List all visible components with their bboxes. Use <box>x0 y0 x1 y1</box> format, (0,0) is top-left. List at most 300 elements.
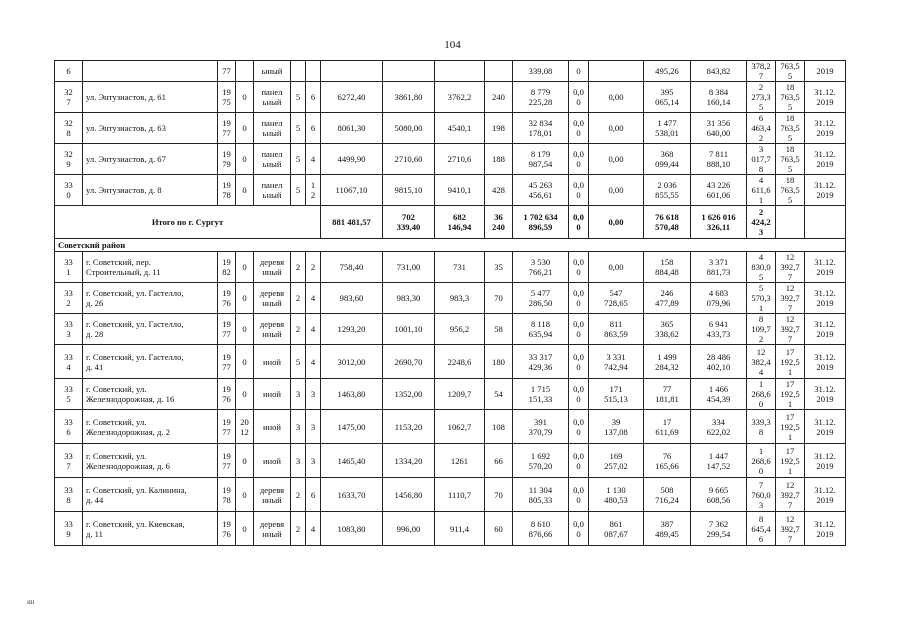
table-cell: 31.12. 2019 <box>805 345 846 379</box>
table-row <box>55 252 846 283</box>
table-row <box>55 410 846 444</box>
table-cell: 28 486 402,10 <box>691 345 747 379</box>
table-cell: 334 622,02 <box>691 410 747 444</box>
table-cell: 19 76 <box>218 379 236 410</box>
table-cell: 1 447 147,52 <box>691 444 747 478</box>
table-cell: 19 79 <box>218 144 236 175</box>
table-cell: 9410,1 <box>435 175 485 206</box>
total-cell: 881 481,57 <box>321 206 383 239</box>
table-cell: 0 <box>236 252 254 283</box>
total-cell: 702 339,40 <box>383 206 435 239</box>
table-cell: 983,3 <box>435 283 485 314</box>
table-cell: 19 77 <box>218 113 236 144</box>
table-row <box>55 512 846 546</box>
table-cell: деревя нный <box>254 512 291 546</box>
table-cell: 188 <box>485 144 513 175</box>
table-cell: 1475,00 <box>321 410 383 444</box>
table-cell: 17 611,69 <box>644 410 691 444</box>
table-cell: 1463,80 <box>321 379 383 410</box>
table-cell: 33 0 <box>55 175 83 206</box>
table-cell: 17 192,5 1 <box>776 345 805 379</box>
total-cell: 0,0 0 <box>569 206 589 239</box>
table-cell <box>383 61 435 82</box>
table-cell: 240 <box>485 82 513 113</box>
table-cell: 2 <box>291 478 306 512</box>
table-cell: 1352,00 <box>383 379 435 410</box>
table-cell: 33 4 <box>55 345 83 379</box>
table-cell: 19 78 <box>218 175 236 206</box>
table-cell: 1 715 151,33 <box>513 379 569 410</box>
table-cell: 0,0 0 <box>569 144 589 175</box>
table-cell: 17 192,5 1 <box>776 444 805 478</box>
table-cell: 0,0 0 <box>569 345 589 379</box>
table-cell: 8 779 225,28 <box>513 82 569 113</box>
table-cell: 31.12. 2019 <box>805 283 846 314</box>
total-label: Итого по г. Сургут <box>55 206 321 239</box>
table-cell: 33 2 <box>55 283 83 314</box>
table-cell: 12 392,7 7 <box>776 283 805 314</box>
table-cell: 763,5 5 <box>776 61 805 82</box>
table-cell: 3 <box>306 379 321 410</box>
table-cell: 12 392,7 7 <box>776 252 805 283</box>
table-cell: 3762,2 <box>435 82 485 113</box>
table-cell: 19 76 <box>218 512 236 546</box>
table-cell: 31.12. 2019 <box>805 82 846 113</box>
table-cell: 0 <box>236 82 254 113</box>
table-cell: 1001,10 <box>383 314 435 345</box>
table-cell: 76 165,66 <box>644 444 691 478</box>
table-row <box>55 144 846 175</box>
table-cell: 0 <box>236 444 254 478</box>
footer-mark: ını <box>27 598 35 606</box>
table-cell <box>435 61 485 82</box>
section-row <box>55 239 846 252</box>
table-cell: 0 <box>236 314 254 345</box>
table-cell: 3 <box>306 410 321 444</box>
table-cell: 1633,70 <box>321 478 383 512</box>
table-cell: 2 <box>291 512 306 546</box>
table-cell: 19 76 <box>218 283 236 314</box>
table-cell: деревя нный <box>254 252 291 283</box>
table-cell: 339,08 <box>513 61 569 82</box>
table-cell: 7 362 299,54 <box>691 512 747 546</box>
table-cell: 1153,20 <box>383 410 435 444</box>
table-cell <box>485 61 513 82</box>
table-cell: 0,00 <box>589 144 644 175</box>
table-cell: 12 392,7 7 <box>776 512 805 546</box>
table-cell: 158 884,48 <box>644 252 691 283</box>
address-cell <box>83 61 218 82</box>
table-cell: 7 811 888,10 <box>691 144 747 175</box>
address-cell: г. Советский, ул. Железнодорожная, д. 16 <box>83 379 218 410</box>
table-cell: 8 179 987,54 <box>513 144 569 175</box>
address-cell: ул. Энтузиастов, д. 67 <box>83 144 218 175</box>
table-cell: 3 <box>291 379 306 410</box>
table-cell: 6 941 433,73 <box>691 314 747 345</box>
table-cell: 3 017,7 8 <box>747 144 776 175</box>
table-cell: 1 477 538,01 <box>644 113 691 144</box>
table-cell: 0,0 0 <box>569 512 589 546</box>
table-cell: 395 065,14 <box>644 82 691 113</box>
page-number: 104 <box>444 39 461 51</box>
table-cell: 20 12 <box>236 410 254 444</box>
table-cell: 6 <box>306 82 321 113</box>
table-row <box>55 175 846 206</box>
address-cell: г. Советский, ул. Калинина, д. 44 <box>83 478 218 512</box>
table-cell: 368 099,44 <box>644 144 691 175</box>
table-cell: 2 036 855,55 <box>644 175 691 206</box>
table-row <box>55 478 846 512</box>
table-cell: 19 77 <box>218 444 236 478</box>
table-row <box>55 283 846 314</box>
table-cell: 169 257,02 <box>589 444 644 478</box>
table-cell: 17 192,5 1 <box>776 379 805 410</box>
section-title: Советский район <box>55 239 846 252</box>
table-cell: 8 610 876,66 <box>513 512 569 546</box>
table-row <box>55 113 846 144</box>
table-cell: 983,30 <box>383 283 435 314</box>
table-row <box>55 314 846 345</box>
total-cell: 1 702 634 896,59 <box>513 206 569 239</box>
table-cell: 4 <box>306 283 321 314</box>
table-cell: панел ьный <box>254 144 291 175</box>
table-cell: 32 8 <box>55 113 83 144</box>
table-cell <box>589 61 644 82</box>
table-cell: 12 392,7 7 <box>776 314 805 345</box>
table-cell: 6 <box>306 478 321 512</box>
table-cell: 1110,7 <box>435 478 485 512</box>
table-cell: 4 830,0 5 <box>747 252 776 283</box>
address-cell: г. Советский, ул. Железнодорожная, д. 6 <box>83 444 218 478</box>
table-cell: 0 <box>236 113 254 144</box>
table-cell: 5 570,3 1 <box>747 283 776 314</box>
table-cell: 60 <box>485 512 513 546</box>
table-cell: 1 2 <box>306 175 321 206</box>
table-cell: 31.12. 2019 <box>805 144 846 175</box>
table-cell: 0,00 <box>589 175 644 206</box>
table-cell: 8 645,4 6 <box>747 512 776 546</box>
table-cell: 32 9 <box>55 144 83 175</box>
table-cell: 0,0 0 <box>569 82 589 113</box>
table-cell: 0 <box>236 175 254 206</box>
address-cell: г. Советский, ул. Гастелло, д. 26 <box>83 283 218 314</box>
table-cell: 1 466 454,39 <box>691 379 747 410</box>
table-cell: 8 384 160,14 <box>691 82 747 113</box>
table-cell: 811 863,59 <box>589 314 644 345</box>
table-cell: 1083,80 <box>321 512 383 546</box>
address-cell: г. Советский, ул. Гастелло, д. 41 <box>83 345 218 379</box>
table-cell: 4 <box>306 144 321 175</box>
table-cell: деревя нный <box>254 478 291 512</box>
table-cell: 9815,10 <box>383 175 435 206</box>
table-cell: 0,0 0 <box>569 314 589 345</box>
table-cell: 2248,6 <box>435 345 485 379</box>
table-cell: 547 728,65 <box>589 283 644 314</box>
total-cell: 0,00 <box>589 206 644 239</box>
table-row <box>55 345 846 379</box>
table-cell: 8061,30 <box>321 113 383 144</box>
table-cell: 33 7 <box>55 444 83 478</box>
table-cell: 0,0 0 <box>569 478 589 512</box>
address-cell: ул. Энтузиастов, д. 63 <box>83 113 218 144</box>
table-cell: 495,26 <box>644 61 691 82</box>
table-cell: 31.12. 2019 <box>805 410 846 444</box>
table-cell: 0,00 <box>589 82 644 113</box>
table-cell: 1456,80 <box>383 478 435 512</box>
table-cell: 5 <box>291 144 306 175</box>
table-cell: 6 <box>55 61 83 82</box>
table-cell: 365 338,62 <box>644 314 691 345</box>
table-cell: 4499,90 <box>321 144 383 175</box>
address-cell: г. Советский, ул. Железнодорожная, д. 2 <box>83 410 218 444</box>
table-cell: 33 8 <box>55 478 83 512</box>
table-cell: 33 317 429,36 <box>513 345 569 379</box>
table-cell: 428 <box>485 175 513 206</box>
table-cell: 31.12. 2019 <box>805 113 846 144</box>
table-cell: 1062,7 <box>435 410 485 444</box>
table-cell: 956,2 <box>435 314 485 345</box>
table-cell: 31.12. 2019 <box>805 478 846 512</box>
table-cell: 0,00 <box>589 252 644 283</box>
table-cell: 2 <box>306 252 321 283</box>
table-cell: 2710,6 <box>435 144 485 175</box>
total-cell: 36 240 <box>485 206 513 239</box>
table-cell: 5 <box>291 175 306 206</box>
table-row <box>55 444 846 478</box>
table-cell: 0 <box>569 61 589 82</box>
table-cell: 33 3 <box>55 314 83 345</box>
table-cell: 32 834 178,01 <box>513 113 569 144</box>
table-cell: 70 <box>485 283 513 314</box>
table-cell: 339,3 8 <box>747 410 776 444</box>
table-cell: 6272,40 <box>321 82 383 113</box>
table-cell: 378,2 7 <box>747 61 776 82</box>
table-cell: 19 82 <box>218 252 236 283</box>
table-cell: иной <box>254 379 291 410</box>
total-cell: 76 618 570,48 <box>644 206 691 239</box>
table-row <box>55 379 846 410</box>
table-cell: 180 <box>485 345 513 379</box>
table-cell: 0,0 0 <box>569 252 589 283</box>
table-cell: 1293,20 <box>321 314 383 345</box>
table-cell: 31.12. 2019 <box>805 512 846 546</box>
table-cell: 4 611,6 1 <box>747 175 776 206</box>
table-cell: 996,00 <box>383 512 435 546</box>
table-cell: 77 181,81 <box>644 379 691 410</box>
table-cell <box>321 61 383 82</box>
table-cell: 1209,7 <box>435 379 485 410</box>
table-cell: 5 <box>291 345 306 379</box>
table-cell: 0 <box>236 478 254 512</box>
housing-registry-table <box>54 60 846 546</box>
total-cell <box>776 206 805 239</box>
table-cell <box>291 61 306 82</box>
table-cell: 5 <box>291 113 306 144</box>
table-cell: 5 477 286,50 <box>513 283 569 314</box>
table-cell: 1 130 480,53 <box>589 478 644 512</box>
table-cell: 731,00 <box>383 252 435 283</box>
table-cell: 33 6 <box>55 410 83 444</box>
table-cell: 12 392,7 7 <box>776 478 805 512</box>
table-cell: 35 <box>485 252 513 283</box>
address-cell: г. Советский, пер. Строительный, д. 11 <box>83 252 218 283</box>
table-cell: 45 263 456,61 <box>513 175 569 206</box>
address-cell: ул. Энтузиастов, д. 8 <box>83 175 218 206</box>
table-row <box>55 82 846 113</box>
table-cell: 9 665 608,56 <box>691 478 747 512</box>
table-cell: 19 77 <box>218 410 236 444</box>
table-cell: 4 <box>306 512 321 546</box>
table-cell: 5080,00 <box>383 113 435 144</box>
table-cell: 18 763,5 5 <box>776 82 805 113</box>
table-cell: 0 <box>236 379 254 410</box>
total-cell: 682 146,94 <box>435 206 485 239</box>
table-cell: 4 <box>306 314 321 345</box>
table-cell: 19 77 <box>218 345 236 379</box>
table-cell <box>236 61 254 82</box>
table-cell: 1 268,6 0 <box>747 444 776 478</box>
table-cell: 508 716,24 <box>644 478 691 512</box>
table-cell: 0 <box>236 144 254 175</box>
table-cell: 31.12. 2019 <box>805 175 846 206</box>
total-cell: 2 424,2 3 <box>747 206 776 239</box>
table-cell: 2 <box>291 283 306 314</box>
table-cell: 843,82 <box>691 61 747 82</box>
table-cell: 0,0 0 <box>569 283 589 314</box>
table-cell: 3012,00 <box>321 345 383 379</box>
table-row <box>55 61 846 82</box>
table-cell: 12 382,4 4 <box>747 345 776 379</box>
table-cell <box>306 61 321 82</box>
table-cell: 1334,20 <box>383 444 435 478</box>
table-body <box>55 61 846 546</box>
table-cell: 43 226 601,06 <box>691 175 747 206</box>
table-cell: 77 <box>218 61 236 82</box>
table-cell: 32 7 <box>55 82 83 113</box>
table-cell: 0,0 0 <box>569 113 589 144</box>
table-cell: 391 370,79 <box>513 410 569 444</box>
table-cell: 1465,40 <box>321 444 383 478</box>
table-cell: 1 499 284,32 <box>644 345 691 379</box>
table-cell: 0 <box>236 512 254 546</box>
table-cell: деревя нный <box>254 283 291 314</box>
table-cell: 3 331 742,94 <box>589 345 644 379</box>
table-cell: 0 <box>236 283 254 314</box>
table-cell: 66 <box>485 444 513 478</box>
table-cell: 6 <box>306 113 321 144</box>
table-cell: 3 <box>291 410 306 444</box>
table-cell: 1 692 570,20 <box>513 444 569 478</box>
table-cell: 4540,1 <box>435 113 485 144</box>
table-cell: панел ьный <box>254 82 291 113</box>
table-cell: 387 489,45 <box>644 512 691 546</box>
table-cell: 19 78 <box>218 478 236 512</box>
table-cell: 3 530 766,21 <box>513 252 569 283</box>
table-cell: 18 763,5 5 <box>776 113 805 144</box>
table-cell: 31.12. 2019 <box>805 444 846 478</box>
table-cell: 198 <box>485 113 513 144</box>
table-cell: 8 109,7 2 <box>747 314 776 345</box>
table-cell: 54 <box>485 379 513 410</box>
table-cell: иной <box>254 345 291 379</box>
table-cell: 3861,80 <box>383 82 435 113</box>
table-cell: 0,0 0 <box>569 175 589 206</box>
table-cell: 31.12. 2019 <box>805 252 846 283</box>
table-cell: 246 477,89 <box>644 283 691 314</box>
table-cell: иной <box>254 410 291 444</box>
table-cell: 39 137,08 <box>589 410 644 444</box>
address-cell: ул. Энтузиастов, д. 61 <box>83 82 218 113</box>
table-cell: 731 <box>435 252 485 283</box>
table-cell: 58 <box>485 314 513 345</box>
table-cell: 19 75 <box>218 82 236 113</box>
table-cell: 2019 <box>805 61 846 82</box>
table-cell: 2710,60 <box>383 144 435 175</box>
table-cell: панел ьный <box>254 113 291 144</box>
table-cell: 2 <box>291 252 306 283</box>
total-row <box>55 206 846 239</box>
table-cell: 0,0 0 <box>569 410 589 444</box>
table-cell: 911,4 <box>435 512 485 546</box>
table-cell: 11067,10 <box>321 175 383 206</box>
table-cell: 19 77 <box>218 314 236 345</box>
table-cell: 0,0 0 <box>569 379 589 410</box>
table-cell: 11 304 805,33 <box>513 478 569 512</box>
table-cell: 4 683 079,96 <box>691 283 747 314</box>
table-cell: 0,0 0 <box>569 444 589 478</box>
table-cell: 6 463,4 2 <box>747 113 776 144</box>
table-cell: 17 192,5 1 <box>776 410 805 444</box>
table-cell: 7 760,0 3 <box>747 478 776 512</box>
table-cell: иной <box>254 444 291 478</box>
table-cell: 33 5 <box>55 379 83 410</box>
table-cell: деревя нный <box>254 314 291 345</box>
table-cell: ыный <box>254 61 291 82</box>
table-cell: 31.12. 2019 <box>805 314 846 345</box>
table-cell: 33 9 <box>55 512 83 546</box>
table-cell: 33 1 <box>55 252 83 283</box>
total-cell: 1 626 016 326,11 <box>691 206 747 239</box>
total-cell <box>805 206 846 239</box>
address-cell: г. Советский, ул. Гастелло, д. 28 <box>83 314 218 345</box>
table-cell: 18 763,5 5 <box>776 175 805 206</box>
table-cell: 861 087,67 <box>589 512 644 546</box>
table-cell: 31.12. 2019 <box>805 379 846 410</box>
table-cell: 108 <box>485 410 513 444</box>
table-cell: 758,40 <box>321 252 383 283</box>
table-cell: 8 118 635,94 <box>513 314 569 345</box>
table-cell: 5 <box>291 82 306 113</box>
table-cell: 1 268,6 0 <box>747 379 776 410</box>
table-cell: 18 763,5 5 <box>776 144 805 175</box>
table-cell: 0,00 <box>589 113 644 144</box>
table-cell: 4 <box>306 345 321 379</box>
table-cell: 31 356 640,00 <box>691 113 747 144</box>
table-cell: 2690,70 <box>383 345 435 379</box>
table-cell: 171 515,13 <box>589 379 644 410</box>
table-cell: 2 <box>291 314 306 345</box>
table-cell: 983,60 <box>321 283 383 314</box>
table-cell: 2 273,3 5 <box>747 82 776 113</box>
address-cell: г. Советский, ул. Киевская, д. 11 <box>83 512 218 546</box>
table-cell: 3 <box>306 444 321 478</box>
table-cell: 3 <box>291 444 306 478</box>
table-cell: 70 <box>485 478 513 512</box>
table-cell: 3 371 881,73 <box>691 252 747 283</box>
table-cell: панел ьный <box>254 175 291 206</box>
table-cell: 1261 <box>435 444 485 478</box>
table-cell: 0 <box>236 345 254 379</box>
